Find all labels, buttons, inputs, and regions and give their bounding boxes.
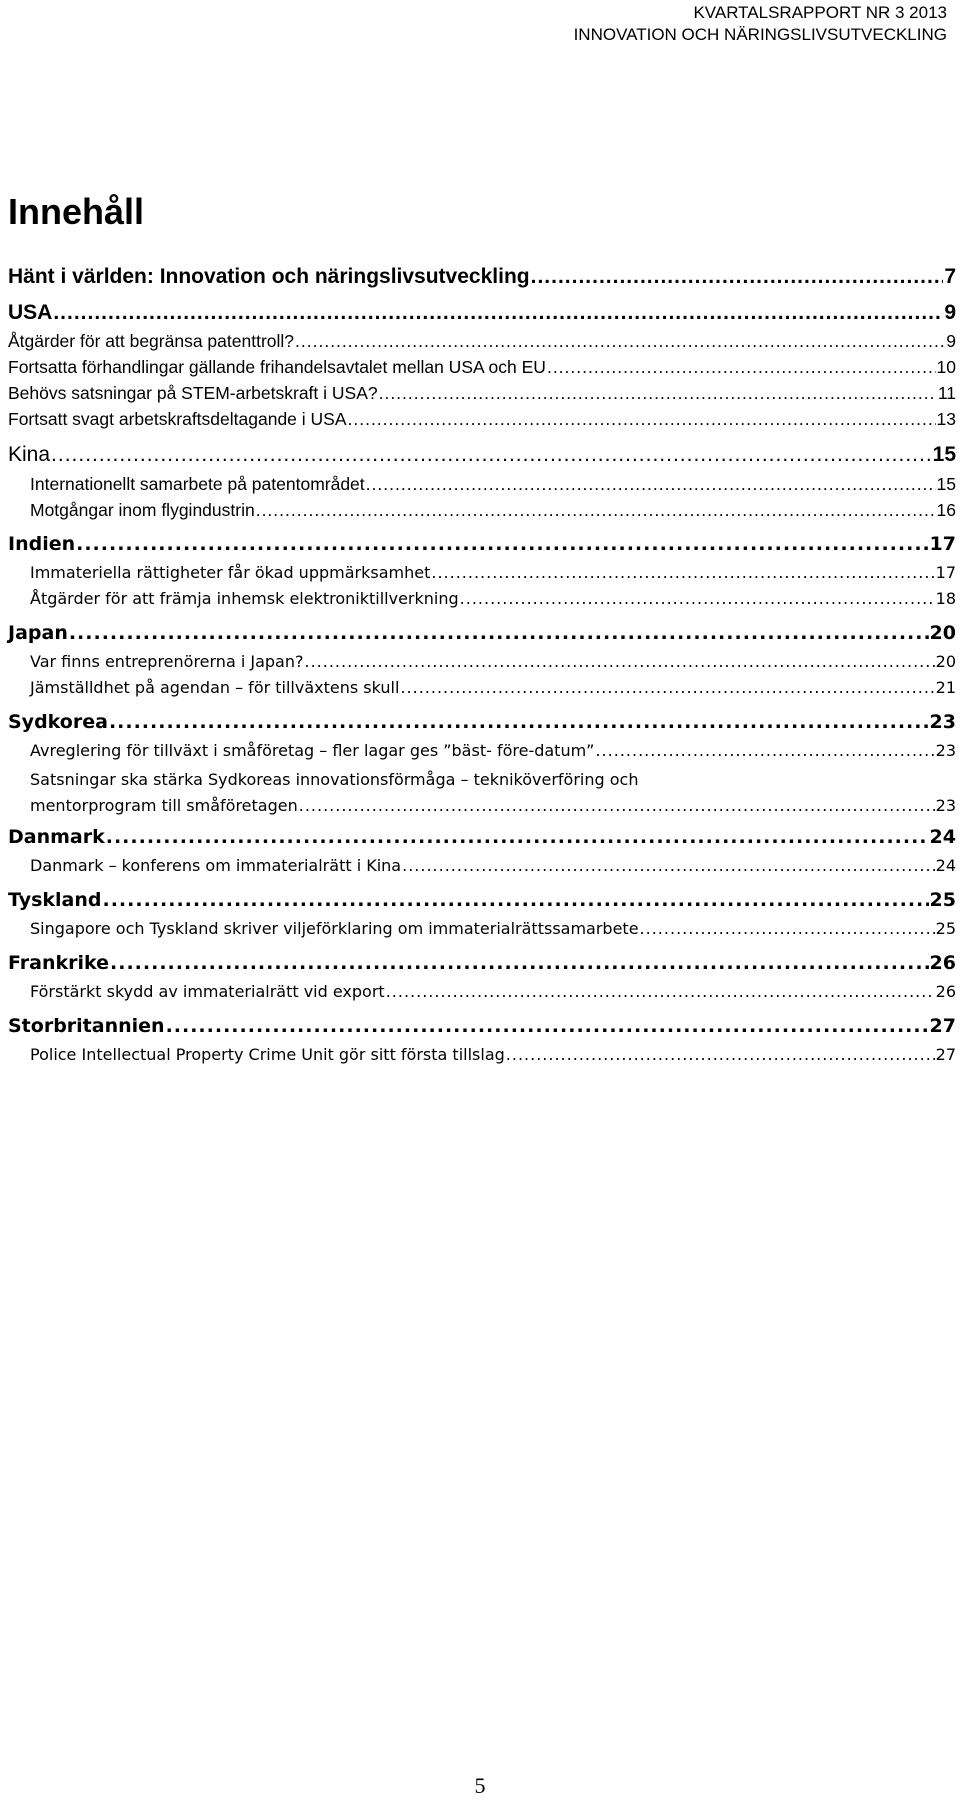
toc-entry-title-line1: Satsningar ska stärka Sydkoreas innovationsförmåga – tekniköverföring och: [30, 770, 639, 789]
toc-entry-title: Hänt i världen: Innovation och näringslivsutveckling: [8, 265, 530, 288]
toc-entry[interactable]: [30, 767, 956, 819]
toc-entry[interactable]: [30, 563, 956, 582]
toc-entry-title: Police Intellectual Property Crime Unit gör sitt första tillslag: [30, 1045, 505, 1064]
toc-entry-title: Tyskland: [8, 889, 102, 911]
toc-entry-title: Behövs satsningar på STEM-arbetskraft i USA?: [8, 383, 378, 403]
toc-entry[interactable]: [30, 678, 956, 697]
report-subtitle: INNOVATION OCH NÄRINGSLIVSUTVECKLING: [573, 25, 947, 44]
toc-entry[interactable]: [8, 383, 956, 404]
toc-leader-dots: [506, 1045, 935, 1064]
toc-page-number: 20: [935, 652, 956, 671]
toc-entry-title: Japan: [8, 622, 68, 644]
toc-page-number: 23: [929, 711, 956, 733]
toc-entry[interactable]: [30, 741, 956, 760]
toc-leader-dots: [400, 678, 934, 697]
toc-page-number: 27: [935, 1045, 956, 1064]
report-title: KVARTALSRAPPORT NR 3 2013: [693, 3, 947, 22]
toc-entry-title: Storbritannien: [8, 1015, 165, 1037]
toc-page-number: 11: [937, 383, 956, 403]
toc-page-number: 26: [935, 982, 956, 1001]
toc-entry[interactable]: [8, 443, 956, 467]
toc-entry-title: Internationellt samarbete på patentområdet: [30, 474, 365, 494]
toc-leader-dots: [531, 265, 944, 289]
toc-entry-title-line2: mentorprogram till småföretagen: [30, 796, 298, 815]
toc-entry-title: Frankrike: [8, 952, 110, 974]
toc-entry[interactable]: [30, 856, 956, 875]
toc-page-number: 23: [935, 741, 956, 760]
toc-page-number: 16: [936, 500, 956, 520]
toc-entry-title: Danmark – konferens om immaterialrätt i Kina: [30, 856, 402, 875]
toc-page-number: 15: [936, 474, 956, 494]
toc-leader-dots: [110, 952, 929, 974]
toc-leader-dots: [109, 711, 929, 733]
toc-leader-dots: [53, 301, 943, 325]
toc-leader-dots: [431, 563, 934, 582]
toc-entry-title: Indien: [8, 533, 76, 555]
toc-entry-title: Var finns entreprenörerna i Japan?: [30, 652, 304, 671]
toc-leader-dots: [379, 383, 937, 404]
toc-entry-title: Fortsatta förhandlingar gällande frihandelsavtalet mellan USA och EU: [8, 357, 546, 377]
toc-entry-title: Åtgärder för att främja inhemsk elektroniktillverkning: [30, 589, 459, 608]
toc-page-number: 7: [944, 265, 956, 288]
toc-entry-title: Avreglering för tillväxt i småföretag – fler lagar ges ”bäst- före-datum”: [30, 741, 595, 760]
toc-entry[interactable]: [8, 331, 956, 352]
toc-page-number: 9: [946, 331, 956, 351]
toc-leader-dots: [366, 474, 936, 495]
toc-entry[interactable]: [8, 409, 956, 430]
toc-page-number: 10: [936, 357, 956, 377]
toc-entry[interactable]: [8, 826, 956, 848]
toc-heading: Innehåll: [8, 191, 145, 232]
toc-entry[interactable]: [30, 500, 956, 521]
toc-page-number: 21: [935, 678, 956, 697]
toc-entry[interactable]: [8, 1015, 956, 1037]
toc-entry-title: Sydkorea: [8, 711, 108, 733]
toc-leader-dots: [51, 443, 932, 467]
toc-entry-title: Förstärkt skydd av immaterialrätt vid export: [30, 982, 385, 1001]
toc-entry[interactable]: [8, 265, 956, 289]
toc-page-number: 25: [935, 919, 956, 938]
page-number: 5: [474, 1773, 486, 1798]
toc-entry-title: Fortsatt svagt arbetskraftsdeltagande i USA: [8, 409, 347, 429]
toc-page-number: 25: [929, 889, 956, 911]
toc-leader-dots: [76, 533, 928, 555]
toc-entry-title: USA: [8, 301, 53, 324]
toc-entry-title: Motgångar inom flygindustrin: [30, 500, 255, 520]
page-header: [0, 2, 960, 46]
toc-leader-dots: [402, 856, 935, 875]
toc-leader-dots: [304, 652, 934, 671]
toc-entry-title: Singapore och Tyskland skriver viljeförklaring om immaterialrättssamarbete: [30, 919, 639, 938]
toc-page-number: 20: [929, 622, 956, 644]
toc-leader-dots: [640, 919, 935, 938]
toc-page-number: 18: [935, 589, 956, 608]
toc-entry[interactable]: [8, 622, 956, 644]
toc-page-number: 27: [929, 1015, 956, 1037]
toc-leader-dots: [106, 826, 929, 848]
toc-entry[interactable]: [8, 357, 956, 378]
toc-leader-dots: [103, 889, 929, 911]
toc-entry[interactable]: [8, 952, 956, 974]
toc-entry-title: Jämställdhet på agendan – för tillväxtens skull: [30, 678, 400, 697]
toc-page-number: 26: [929, 952, 956, 974]
toc-leader-dots: [295, 331, 945, 352]
toc-entry[interactable]: [30, 589, 956, 608]
toc-entry[interactable]: [8, 711, 956, 733]
toc-entry-title: Danmark: [8, 826, 105, 848]
toc-entry[interactable]: [30, 1045, 956, 1064]
toc-page-number: 24: [929, 826, 956, 848]
toc-page-number: 23: [935, 796, 956, 815]
toc-entry[interactable]: [30, 919, 956, 938]
toc-leader-dots: [547, 357, 936, 378]
toc-entry[interactable]: [8, 533, 956, 555]
toc-entry-title: Åtgärder för att begränsa patenttroll?: [8, 331, 295, 351]
toc-entry[interactable]: [8, 301, 956, 325]
toc-page-number: 24: [935, 856, 956, 875]
toc-leader-dots: [166, 1015, 929, 1037]
toc-page-number: 17: [935, 563, 956, 582]
toc-leader-dots: [386, 982, 935, 1001]
toc-entry[interactable]: [30, 982, 956, 1001]
toc-leader-dots: [460, 589, 935, 608]
toc-entry-line2: [30, 793, 956, 819]
toc-page-number: 13: [936, 409, 956, 429]
toc-leader-dots: [595, 741, 934, 760]
toc-entry[interactable]: [8, 889, 956, 911]
toc-entry-title: Kina: [8, 443, 51, 466]
toc-leader-dots: [69, 622, 929, 644]
toc-entry-title: Immateriella rättigheter får ökad uppmärksamhet: [30, 563, 431, 582]
toc-page-number: 17: [929, 533, 956, 555]
toc-page-number: 9: [944, 301, 956, 324]
toc-page-number: 15: [932, 443, 956, 466]
toc-entry[interactable]: [30, 652, 956, 671]
toc-entry[interactable]: [30, 474, 956, 495]
toc-leader-dots: [348, 409, 936, 430]
toc-leader-dots: [256, 500, 936, 521]
toc-leader-dots: [299, 793, 935, 819]
